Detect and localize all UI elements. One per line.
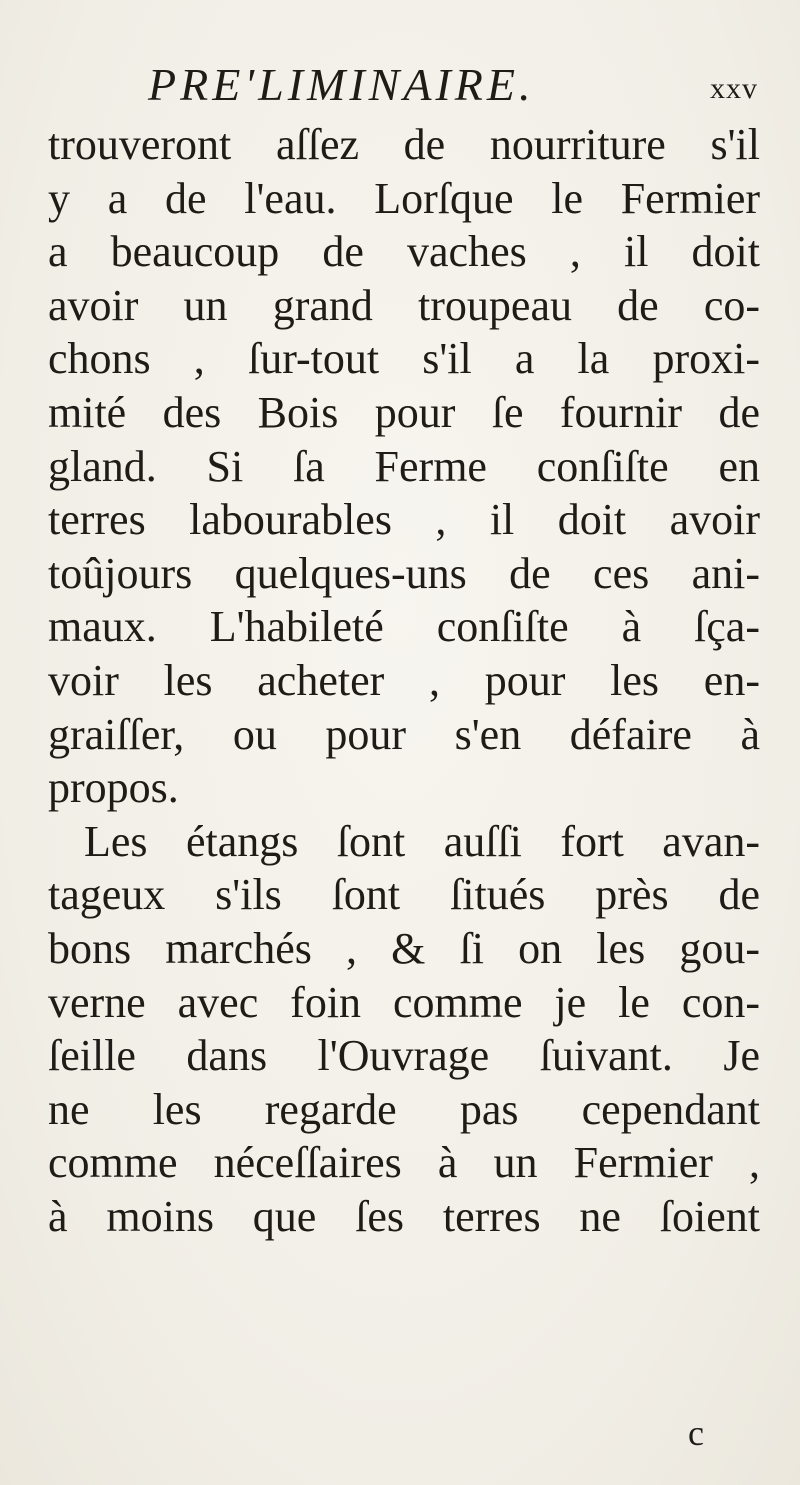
text-line: terres labourables , il doit avoir xyxy=(48,495,760,545)
text-line: verne avec foin comme je le con- xyxy=(48,977,760,1027)
text-line: ne les regarde pas cependant xyxy=(48,1084,760,1134)
text-line: a beaucoup de vaches , il doit xyxy=(48,227,760,277)
text-line: tageux s'ils ſont ſitués près de xyxy=(48,870,760,920)
page-header xyxy=(148,58,758,118)
text-line: graiſſer, ou pour s'en défaire à xyxy=(48,709,760,759)
text-line: toûjours quelques-uns de ces ani- xyxy=(48,548,760,598)
text-line: maux. L'habileté conſiſte à ſça- xyxy=(48,602,760,652)
text-line: chons , ſur-tout s'il a la proxi- xyxy=(48,334,760,384)
text-line: y a de l'eau. Lorſque le Fermier xyxy=(48,173,760,223)
text-line: gland. Si ſa Ferme conſiſte en xyxy=(48,441,760,491)
paragraph-start-line: Les étangs ſont auſſi fort avan- xyxy=(84,816,760,866)
body-text xyxy=(48,118,760,1243)
text-line: bons marchés , & ſi on les gou- xyxy=(48,923,760,973)
text-line: trouveront aſſez de nourriture s'il xyxy=(48,120,760,169)
text-line: avoir un grand troupeau de co- xyxy=(48,280,760,330)
text-line: propos. xyxy=(48,763,179,813)
text-line: ſeille dans l'Ouvrage ſuivant. Je xyxy=(48,1031,760,1081)
text-line: comme néceſſaires à un Fermier , xyxy=(48,1138,760,1188)
text-line: mité des Bois pour ſe fournir de xyxy=(48,387,760,437)
text-line: voir les acheter , pour les en- xyxy=(48,655,760,705)
page-number: xxv xyxy=(710,72,758,105)
text-line: à moins que ſes terres ne ſoient xyxy=(48,1191,760,1241)
running-title: PRE'LIMINAIRE. xyxy=(148,59,535,110)
signature-mark: c xyxy=(688,1413,704,1453)
